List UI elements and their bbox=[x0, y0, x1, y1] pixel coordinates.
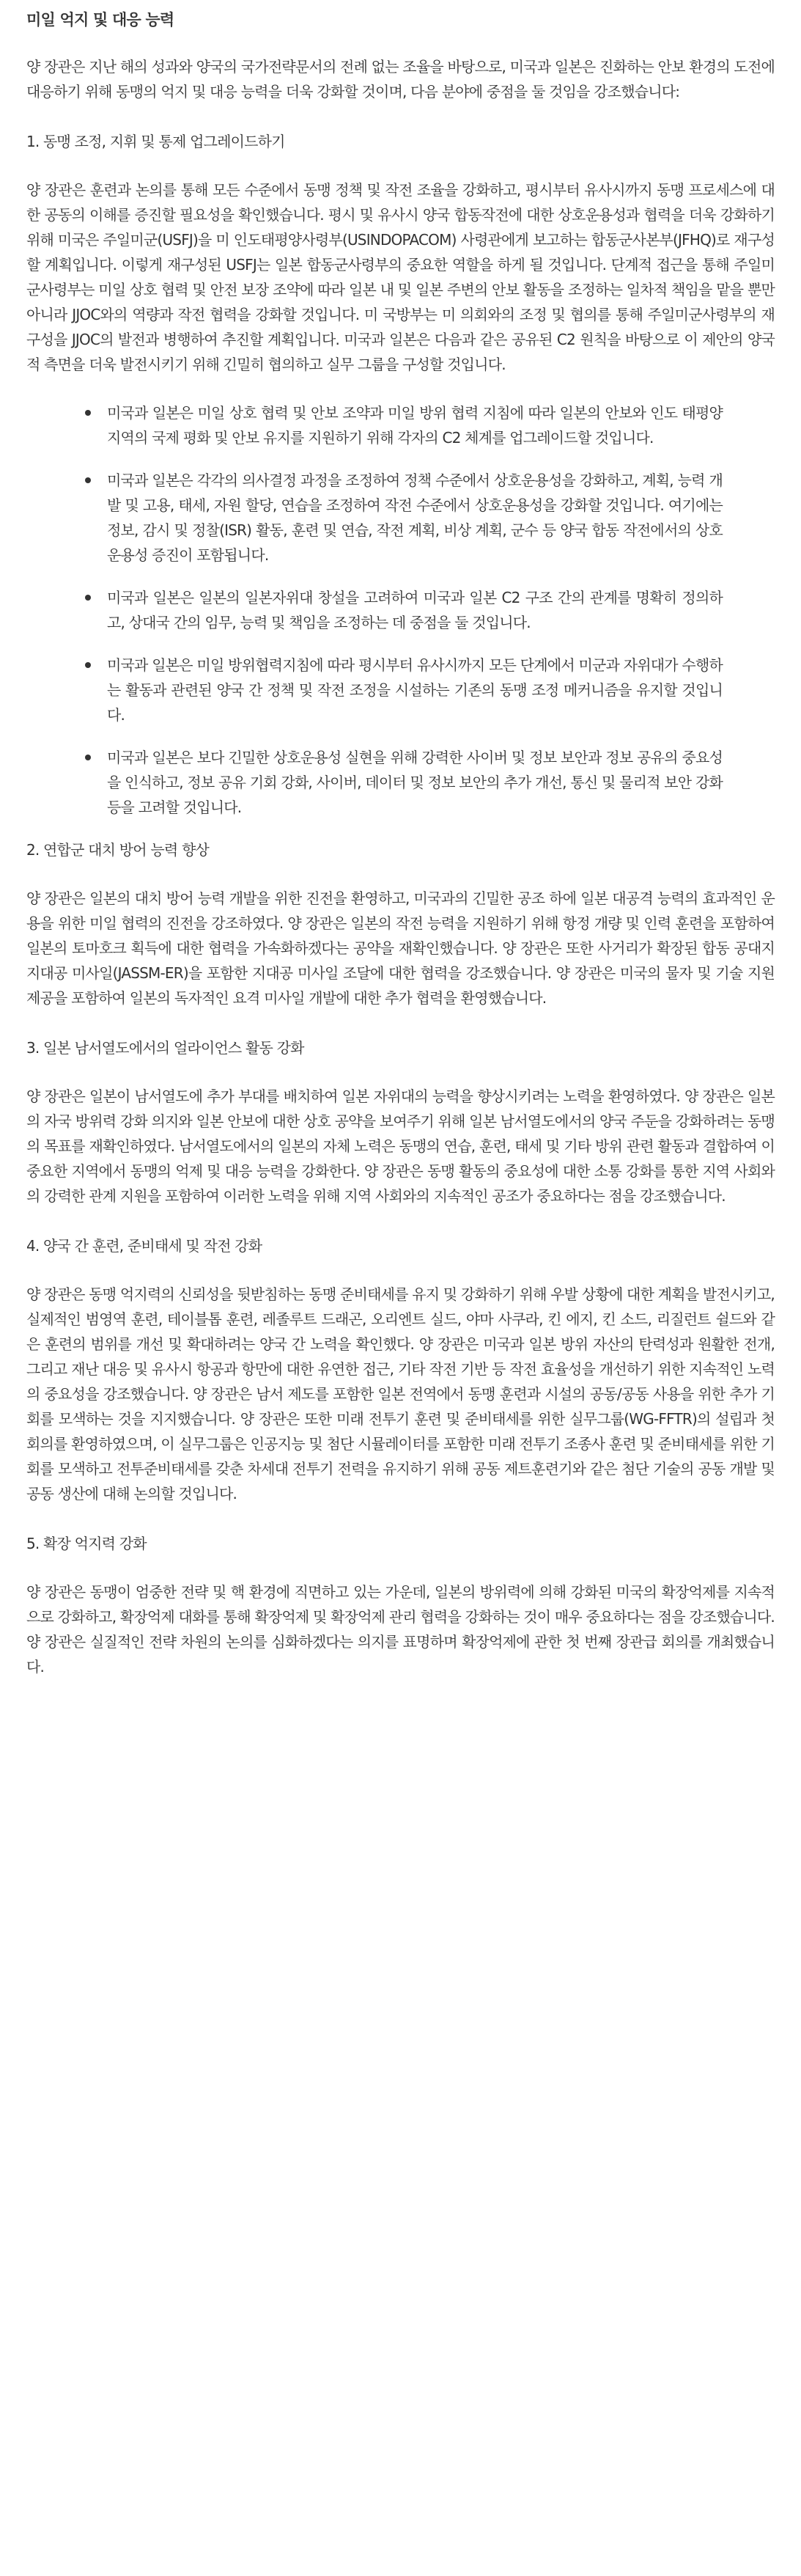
section-3-paragraph: 양 장관은 일본이 남서열도에 추가 부대를 배치하여 일본 자위대의 능력을 향상시키려는 노력을 환영하였다. 양 장관은 일본의 자국 방위력 강화 의지와 일본 안보에 대한 상호 공약을 보여주기 위해 일본 남서열도에서의 양국 주둔을 강화하려는 동맹의 목표를 재확인하였다. 남서열도에서의 일본의 자체 노력은 동맹의 연습, 훈련, 태세 및 기타 방위 관련 활동과 결합하여 이 중요한 지역에서 동맹의 억제 및 대응 능력을 강화한다. 양 장관은 동맹 활동의 중요성에 대한 소통 강화를 통한 지역 사회와의 강력한 관계 지원을 포함하여 이러한 노력을 위해 지역 사회와의 지속적인 공조가 중요하다는 점을 강조했습니다. bbox=[26, 1087, 775, 1205]
section-1-paragraph: 양 장관은 훈련과 논의를 통해 모든 수준에서 동맹 정책 및 작전 조율을 강화하고, 평시부터 유사시까지 동맹 프로세스에 대한 공동의 이해를 증진할 필요성을 확인했습니다. 평시 및 유사시 양국 합동작전에 대한 상호운용성과 협력을 더욱 강화하기 위해 미국은 주일미군(USFJ)을 미 인도태평양사령부(USINDOPACOM) 사령관에게 보고하는 합동군사본부(JFHQ)로 재구성할 계획입니다. 이렇게 재구성된 USFJ는 일본 합동군사령부의 중요한 역할을 하게 될 것입니다. 단계적 접근을 통해 주일미군사령부는 미일 상호 협력 및 안전 보장 조약에 따라 일본 내 및 일본 주변의 안보 활동을 조정하는 일차적 책임을 맡을 뿐만 아니라 JJOC와의 역량과 작전 협력을 강화할 것입니다. 미 국방부는 미 의회와의 조정 및 협의를 통해 주일미군사령부의 재구성을 JJOC의 발전과 병행하여 추진할 계획입니다. 미국과 일본은 다음과 같은 공유된 C2 원칙을 바탕으로 이 제안의 양국적 측면을 더욱 발전시키기 위해 긴밀히 협의하고 실무 그룹을 구성할 것입니다. bbox=[26, 181, 775, 373]
section-2-heading: 2. 연합군 대치 방어 능력 향상 bbox=[26, 841, 209, 859]
intro-paragraph: 양 장관은 지난 해의 성과와 양국의 국가전략문서의 전례 없는 조율을 바탕으로, 미국과 일본은 진화하는 안보 환경의 도전에 대응하기 위해 동맹의 억지 및 대응 능력을 더욱 강화할 것이며, 다음 분야에 중점을 둘 것임을 강조했습니다: bbox=[26, 58, 775, 100]
bullet-item-5: 미국과 일본은 보다 긴밀한 상호운용성 실현을 위해 강력한 사이버 및 정보 보안과 정보 공유의 중요성을 인식하고, 정보 공유 기회 강화, 사이버, 데이터 및 정보 보안의 추가 개선, 통신 및 물리적 보안 강화 등을 고려할 것입니다. bbox=[85, 745, 723, 820]
section-5-paragraph: 양 장관은 동맹이 엄중한 전략 및 핵 환경에 직면하고 있는 가운데, 일본의 방위력에 의해 강화된 미국의 확장억제를 지속적으로 강화하고, 확장억제 대화를 통해 확장억제 및 확장억제 관리 협력을 강화하는 것이 매우 중요하다는 점을 강조했습니다. 양 장관은 실질적인 전략 차원의 논의를 심화하겠다는 의지를 표명하며 확장억제에 관한 첫 번째 장관급 회의를 개최했습니다. bbox=[26, 1583, 775, 1676]
section-4-heading: 4. 양국 간 훈련, 준비태세 및 작전 강화 bbox=[26, 1237, 262, 1255]
section-1-heading: 1. 동맹 조정, 지휘 및 통제 업그레이드하기 bbox=[26, 133, 285, 150]
bullet-item-1: 미국과 일본은 미일 상호 협력 및 안보 조약과 미일 방위 협력 지침에 따라 일본의 안보와 인도 태평양 지역의 국제 평화 및 안보 유지를 지원하기 위해 각자의 C2 체계를 업그레이드할 것입니다. bbox=[85, 400, 723, 450]
document-title: 미일 억지 및 대응 능력 bbox=[26, 11, 174, 29]
section-2-paragraph: 양 장관은 일본의 대치 방어 능력 개발을 위한 진전을 환영하고, 미국과의 긴밀한 공조 하에 일본 대공격 능력의 효과적인 운용을 위한 미일 협력의 진전을 강조하였다. 양 장관은 일본의 작전 능력을 지원하기 위해 항정 개량 및 인력 훈련을 포함하여 일본의 토마호크 획득에 대한 협력을 가속화하겠다는 공약을 재확인했습니다. 양 장관은 또한 사거리가 확장된 합동 공대지 지대공 미사일(JASSM-ER)을 포함한 지대공 미사일 조달에 대한 협력을 강조했습니다. 양 장관은 미국의 물자 및 기술 지원 제공을 포함하여 일본의 독자적인 요격 미사일 개발에 대한 추가 협력을 환영했습니다. bbox=[26, 889, 775, 1007]
bullet-item-3: 미국과 일본은 일본의 일본자위대 창설을 고려하여 미국과 일본 C2 구조 간의 관계를 명확히 정의하고, 상대국 간의 임무, 능력 및 책임을 조정하는 데 중점을 둘 것입니다. bbox=[85, 585, 723, 635]
section-1-bullet-list bbox=[26, 400, 775, 820]
bullet-item-2: 미국과 일본은 각각의 의사결정 과정을 조정하여 정책 수준에서 상호운용성을 강화하고, 계획, 능력 개발 및 고용, 태세, 자원 할당, 연습을 조정하여 작전 수준에서 상호운용성을 강화할 것입니다. 여기에는 정보, 감시 및 정찰(ISR) 활동, 훈련 및 연습, 작전 계획, 비상 계획, 군수 등 양국 합동 작전에서의 상호 운용성 증진이 포함됩니다. bbox=[85, 468, 723, 568]
section-5-heading: 5. 확장 억지력 강화 bbox=[26, 1535, 147, 1552]
section-3-heading: 3. 일본 남서열도에서의 얼라이언스 활동 강화 bbox=[26, 1039, 304, 1057]
bullet-item-4: 미국과 일본은 미일 방위협력지침에 따라 평시부터 유사시까지 모든 단계에서 미군과 자위대가 수행하는 활동과 관련된 양국 간 정책 및 작전 조정을 시설하는 기존의 동맹 조정 메커니즘을 유지할 것입니다. bbox=[85, 653, 723, 727]
section-4-paragraph: 양 장관은 동맹 억지력의 신뢰성을 뒷받침하는 동맹 준비태세를 유지 및 강화하기 위해 우발 상황에 대한 계획을 발전시키고, 실제적인 범영역 훈련, 테이블톱 훈련, 레졸루트 드래곤, 오리엔트 실드, 야마 사쿠라, 킨 에지, 킨 소드, 리질런트 쉴드와 같은 훈련의 범위를 개선 및 확대하려는 양국 간 노력을 확인했다. 양 장관은 미국과 일본 방위 자산의 탄력성과 원활한 전개, 그리고 재난 대응 및 유사시 항공과 항만에 대한 유연한 접근, 기타 작전 기반 등 작전 효율성을 개선하기 위한 지속적인 노력의 중요성을 강조했습니다. 양 장관은 남서 제도를 포함한 일본 전역에서 동맹 훈련과 시설의 공동/공동 사용을 위한 추가 기회를 모색하는 것을 지지했습니다. 양 장관은 또한 미래 전투기 훈련 및 준비태세를 위한 실무그룹(WG-FFTR)의 설립과 첫 회의를 환영하였으며, 이 실무그룹은 인공지능 및 첨단 시뮬레이터를 포함한 미래 전투기 조종사 훈련 및 준비태세를 위한 기회를 모색하고 전투준비태세를 갖춘 차세대 전투기 전력을 유지하기 위해 공동 제트훈련기와 같은 첨단 기술의 공동 개발 및 공동 생산에 대해 논의할 것입니다. bbox=[26, 1285, 775, 1502]
